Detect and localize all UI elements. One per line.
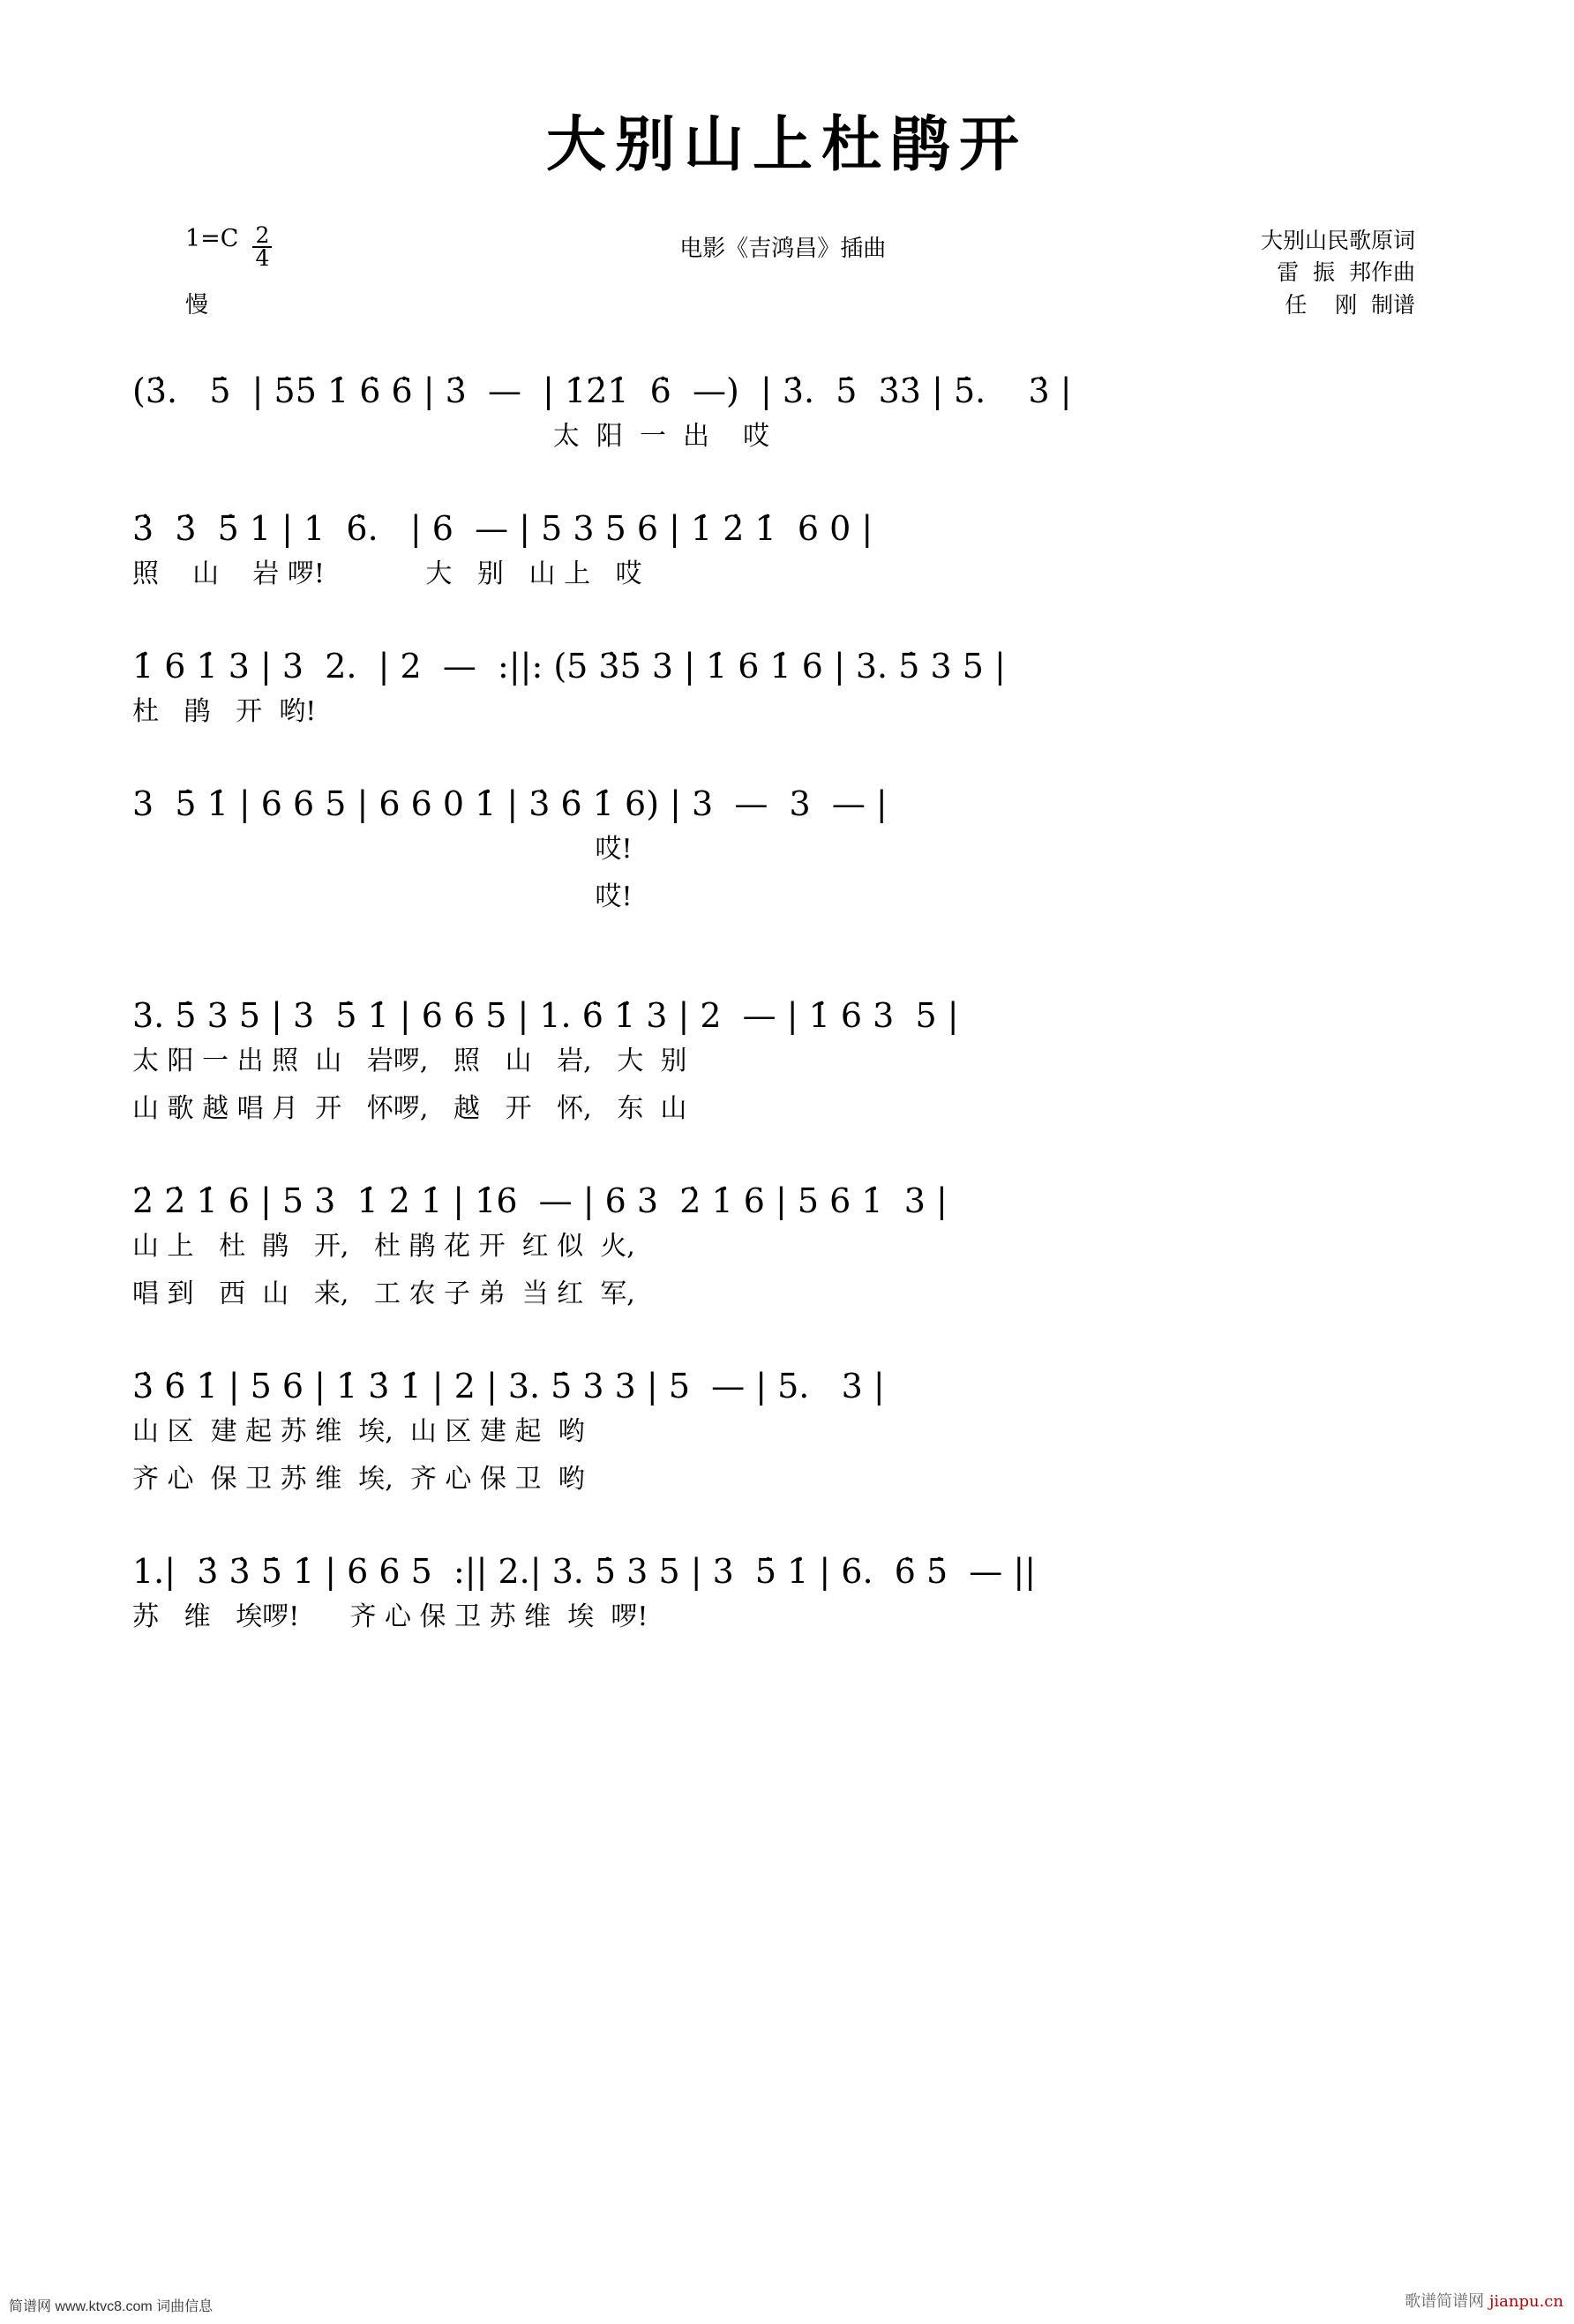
notation-row: (3̇. 5̇ | 5̇5̇ 1̇ 6̇ 6̇ | 3̇ — | 1̇2̇1̇ 6̇ —) | 3̇. 5̇ 3̇3̇ | 5̇. 3̇ |: [132, 371, 1072, 410]
score-system-5: [132, 961, 1442, 1132]
footer-watermark-brand: jianpu.cn: [1488, 2292, 1563, 2311]
lyric-row-verse-1: 杜 鹃 开 哟!: [132, 696, 317, 727]
notation-row: 3̇ 6̇ 1̇ | 5 6 | 1̇ 3̇ 1̇ | 2 | 3. 5̇ 3 3 | 5 — | 5. 3 |: [132, 1367, 885, 1406]
footer-source: 简谱网 www.ktvc8.com 词曲信息: [9, 2299, 214, 2314]
notation-row: 3. 5̇ 3 5 | 3 5̇ 1̇ | 6 6 5 | 1. 6̇ 1̇ 3 | 2 — | 1̇ 6 3 5 |: [132, 996, 959, 1035]
notation-row: 1.| 3̇ 3̇ 5̇ 1̇ | 6 6 5 :|| 2.| 3. 5̇ 3 5 | 3 5̇ 1̇ | 6. 6̇ 5̇ — ||: [132, 1552, 1036, 1591]
lyric-row-verse-1: 山 上 杜 鹃 开, 杜 鹃 花 开 红 似 火,: [132, 1231, 635, 1262]
tempo-marking: 慢: [185, 291, 209, 319]
notation-row: 3̇ 3̇ 5̇ 1 | 1 6̇. | 6 — | 5 3 5 6 | 1̇ 2̇ 1̇ 6 0 |: [132, 509, 873, 548]
notation-row: 1̇ 6 1̇ 3 | 3 2. | 2 — :||: (5 3̇5̇ 3 | 1̇ 6 1̇ 6 | 3. 5̇ 3 5 |: [132, 647, 1006, 686]
lyric-row-verse-2: 齐 心 保 卫 苏 维 埃, 齐 心 保 卫 哟: [132, 1464, 585, 1495]
sheet-music-page: [0, 97, 1574, 2324]
page-title: 大别山上杜鹃开: [545, 109, 1028, 180]
key-signature: 1=C: [185, 225, 239, 252]
score-system-1: [132, 336, 1442, 460]
subtitle: 电影《吉鸿昌》插曲: [679, 236, 887, 262]
time-signature-denominator: 4: [255, 244, 270, 271]
score-system-4: [132, 749, 1442, 920]
score-system-7: [132, 1331, 1442, 1503]
lyric-row-verse-1: 山 区 建 起 苏 维 埃, 山 区 建 起 哟: [132, 1416, 585, 1447]
footer-watermark-text: 歌谱简谱网: [1405, 2292, 1489, 2311]
key-and-meter: [185, 222, 272, 319]
score-system-2: [132, 474, 1442, 597]
score-system-6: [132, 1146, 1442, 1317]
time-signature: [252, 222, 272, 271]
lyric-row-verse-1: 哎!: [132, 834, 633, 865]
lyric-row-verse-1: 苏 维 埃啰! 齐 心 保 卫 苏 维 埃 啰!: [132, 1601, 648, 1632]
score-system-3: [132, 611, 1442, 735]
score-header: [132, 222, 1442, 322]
lyric-row-verse-1: 太 阳 一 出 照 山 岩啰, 照 山 岩, 大 别: [132, 1046, 687, 1076]
time-signature-numerator: 2: [252, 225, 272, 248]
credit-lyricist: 大别山民歌原词: [1260, 228, 1415, 253]
credit-transcriber: 任 刚 制谱: [1285, 291, 1415, 318]
credits-block: [1261, 225, 1415, 321]
credit-composer: 雷 振 邦作曲: [1277, 259, 1415, 286]
lyric-row-verse-1: 太 阳 一 出 哎: [132, 421, 770, 452]
system-spacer: [132, 920, 1442, 947]
lyric-row-verse-2: 哎!: [132, 881, 633, 912]
notation-row: 2̇ 2̇ 1̇ 6 | 5 3 1̇ 2̇ 1̇ | 1̇6 — | 6 3 2̇ 1̇ 6 | 5 6 1̇ 3 |: [132, 1181, 948, 1220]
score-system-8: [132, 1517, 1442, 1640]
lyric-row-verse-2: 山 歌 越 唱 月 开 怀啰, 越 开 怀, 东 山: [132, 1093, 687, 1124]
notation-row: 3 5̇ 1̇ | 6 6 5 | 6 6 0 1̇ | 3̇ 6̇ 1̇ 6) | 3 — 3 — |: [132, 784, 888, 823]
lyric-row-verse-2: 唱 到 西 山 来, 工 农 子 弟 当 红 军,: [132, 1278, 635, 1309]
footer-watermark: [1405, 2289, 1563, 2312]
lyric-row-verse-1: 照 山 岩 啰! 大 别 山 上 哎: [132, 559, 642, 589]
